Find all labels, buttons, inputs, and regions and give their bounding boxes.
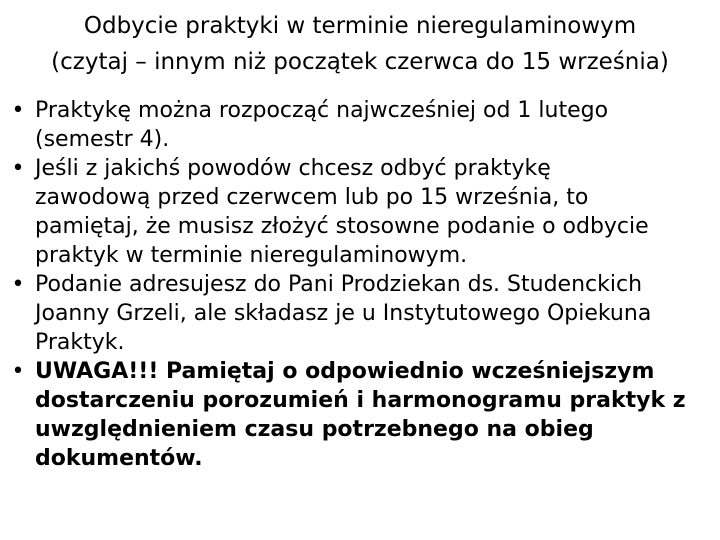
bullet-text-line: dostarczeniu porozumień i harmonogramu praktyk z <box>35 388 686 413</box>
bullet-text-line: zawodową przed czerwcem lub po 15 września, to <box>35 185 589 210</box>
bullet-text-line: dokumentów. <box>35 446 203 471</box>
bullet-item-3 <box>0 270 716 357</box>
title-line-1: Odbycie praktyki w terminie nieregulaminowym <box>83 13 637 39</box>
bullet-text-line: pamiętaj, że musisz złożyć stosowne podanie o odbycie <box>35 214 649 239</box>
bullet-text-line: Praktyk. <box>35 330 125 355</box>
bullet-text-line: (semestr 4). <box>35 127 170 152</box>
bullet-text-line: praktyk w terminie nieregulaminowym. <box>35 243 468 268</box>
bullet-text-line: Jeśli z jakichś powodów chcesz odbyć praktykę <box>35 156 551 181</box>
bullet-list <box>0 96 716 473</box>
bullet-dot-icon: • <box>11 98 25 123</box>
bullet-dot-icon: • <box>11 272 25 297</box>
title-line-2: (czytaj – innym niż początek czerwca do 15 września) <box>51 49 669 75</box>
bullet-text-line: Joanny Grzeli, ale składasz je u Instytutowego Opiekuna <box>35 301 652 326</box>
slide-title <box>0 8 720 80</box>
bullet-dot-icon: • <box>11 156 25 181</box>
bullet-item-4-warning <box>0 357 716 473</box>
bullet-text-line: UWAGA!!! Pamiętaj o odpowiednio wcześniejszym <box>35 359 655 384</box>
bullet-text-line: Podanie adresujesz do Pani Prodziekan ds. Studenckich <box>35 272 643 297</box>
bullet-dot-icon: • <box>11 359 25 384</box>
bullet-text-line: uwzględnieniem czasu potrzebnego na obieg <box>35 417 594 442</box>
bullet-item-2 <box>0 154 716 270</box>
bullet-item-1 <box>0 96 716 154</box>
bullet-text-line: Praktykę można rozpocząć najwcześniej od 1 lutego <box>35 98 609 123</box>
